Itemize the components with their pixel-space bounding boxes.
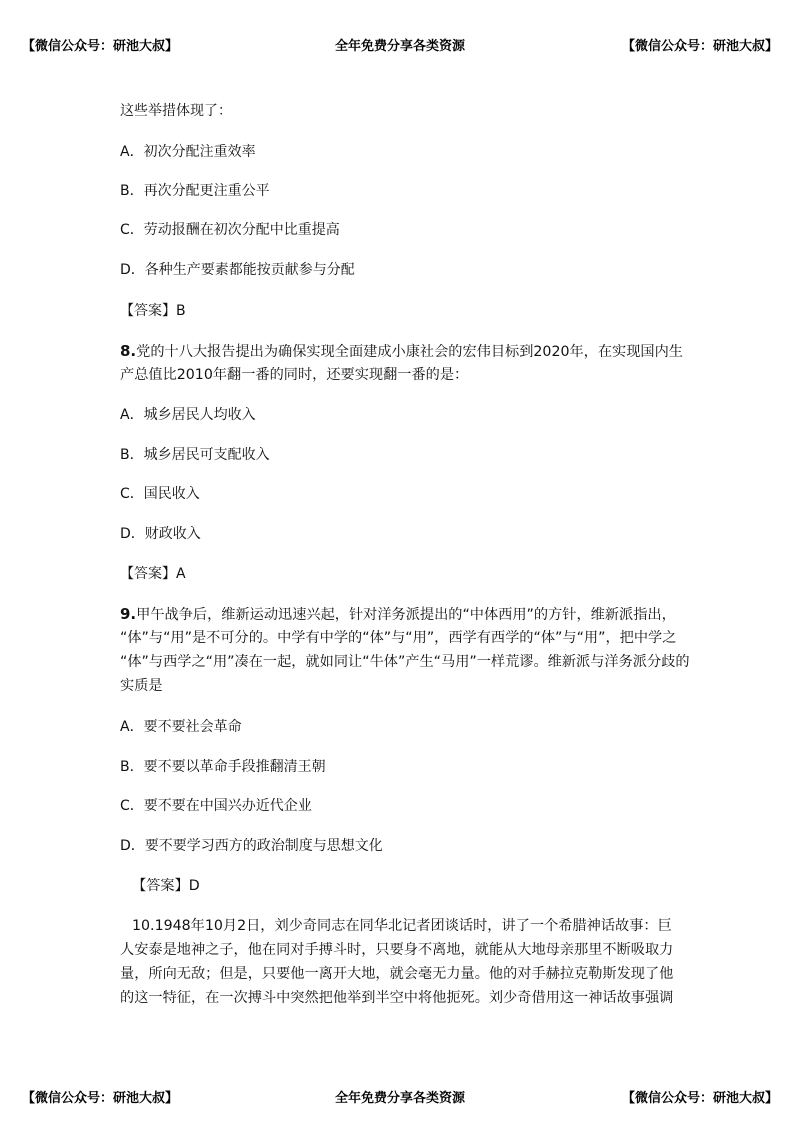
q8-number: 8.: [120, 342, 137, 360]
q9-option-d: D．要不要学习西方的政治制度与思想文化: [120, 838, 383, 854]
q8-stem-text: 党的十八大报告提出为确保实现全面建成小康社会的宏伟目标到2020年，在实现国内生: [136, 344, 683, 360]
q9-stem-text: 甲午战争后，维新运动迅速兴起，针对洋务派提出的“中体西用”的方针，维新派指出，: [136, 607, 676, 623]
q9-number: 9.: [120, 605, 137, 623]
q8-option-d: D．财政收入: [120, 526, 201, 542]
footer-center: 全年免费分享各类资源: [334, 1091, 465, 1106]
q9-stem-line1: [120, 604, 676, 625]
q8-option-c: C．国民收入: [120, 486, 200, 502]
q9-option-b: B．要不要以革命手段推翻清王朝: [120, 759, 326, 775]
q9-stem-line2: “体”与“用”是不可分的。中学有中学的“体”与“用”，西学有西学的“体”与“用”，把中学之: [120, 630, 677, 646]
q8-answer: 【答案】A: [120, 566, 186, 582]
q10-line3: 量，所向无敌；但是，只要他一离开大地，就会毫无力量。他的对手赫拉克勒斯发现了他: [120, 966, 674, 982]
page-footer: [0, 1087, 800, 1107]
q9-stem-line4: 实质是: [120, 678, 163, 694]
q8-option-a: A．城乡居民人均收入: [120, 407, 256, 423]
q7-stem-tail: 这些举措体现了：: [120, 103, 232, 119]
q7-option-b: B．再次分配更注重公平: [120, 183, 270, 199]
q9-option-a: A．要不要社会革命: [120, 719, 242, 735]
header-center: 全年免费分享各类资源: [334, 39, 465, 54]
q10-line2: 人安泰是地神之子，他在同对手搏斗时，只要身不离地，就能从大地母亲那里不断吸取力: [120, 942, 674, 958]
q10-line1: 10.1948年10月2日，刘少奇同志在同华北记者团谈话时，讲了一个希腊神话故事：巨: [132, 918, 672, 934]
q8-stem-line2: 产总值比2010年翻一番的同时，还要实现翻一番的是：: [120, 367, 469, 383]
q7-option-a: A．初次分配注重效率: [120, 144, 256, 160]
footer-right: 【微信公众号：研池大叔】: [621, 1091, 778, 1106]
header-left: 【微信公众号：研池大叔】: [22, 39, 179, 54]
q8-option-b: B．城乡居民可支配收入: [120, 447, 270, 463]
q7-answer: 【答案】B: [120, 303, 186, 319]
q9-answer: 【答案】D: [132, 878, 200, 894]
page-header: [0, 35, 800, 55]
footer-left: 【微信公众号：研池大叔】: [22, 1091, 179, 1106]
q8-stem-line1: [120, 341, 683, 362]
q10-line4: 的这一特征，在一次搏斗中突然把他举到半空中将他扼死。刘少奇借用这一神话故事强调: [120, 990, 674, 1006]
q9-stem-line3: “体”与西学之“用”凑在一起，就如同让“牛体”产生“马用”一样荒谬。维新派与洋务派分歧的: [120, 654, 690, 670]
q9-option-c: C．要不要在中国兴办近代企业: [120, 798, 312, 814]
q7-option-d: D．各种生产要素都能按贡献参与分配: [120, 262, 355, 278]
q7-option-c: C．劳动报酬在初次分配中比重提高: [120, 222, 340, 238]
header-right: 【微信公众号：研池大叔】: [621, 39, 778, 54]
